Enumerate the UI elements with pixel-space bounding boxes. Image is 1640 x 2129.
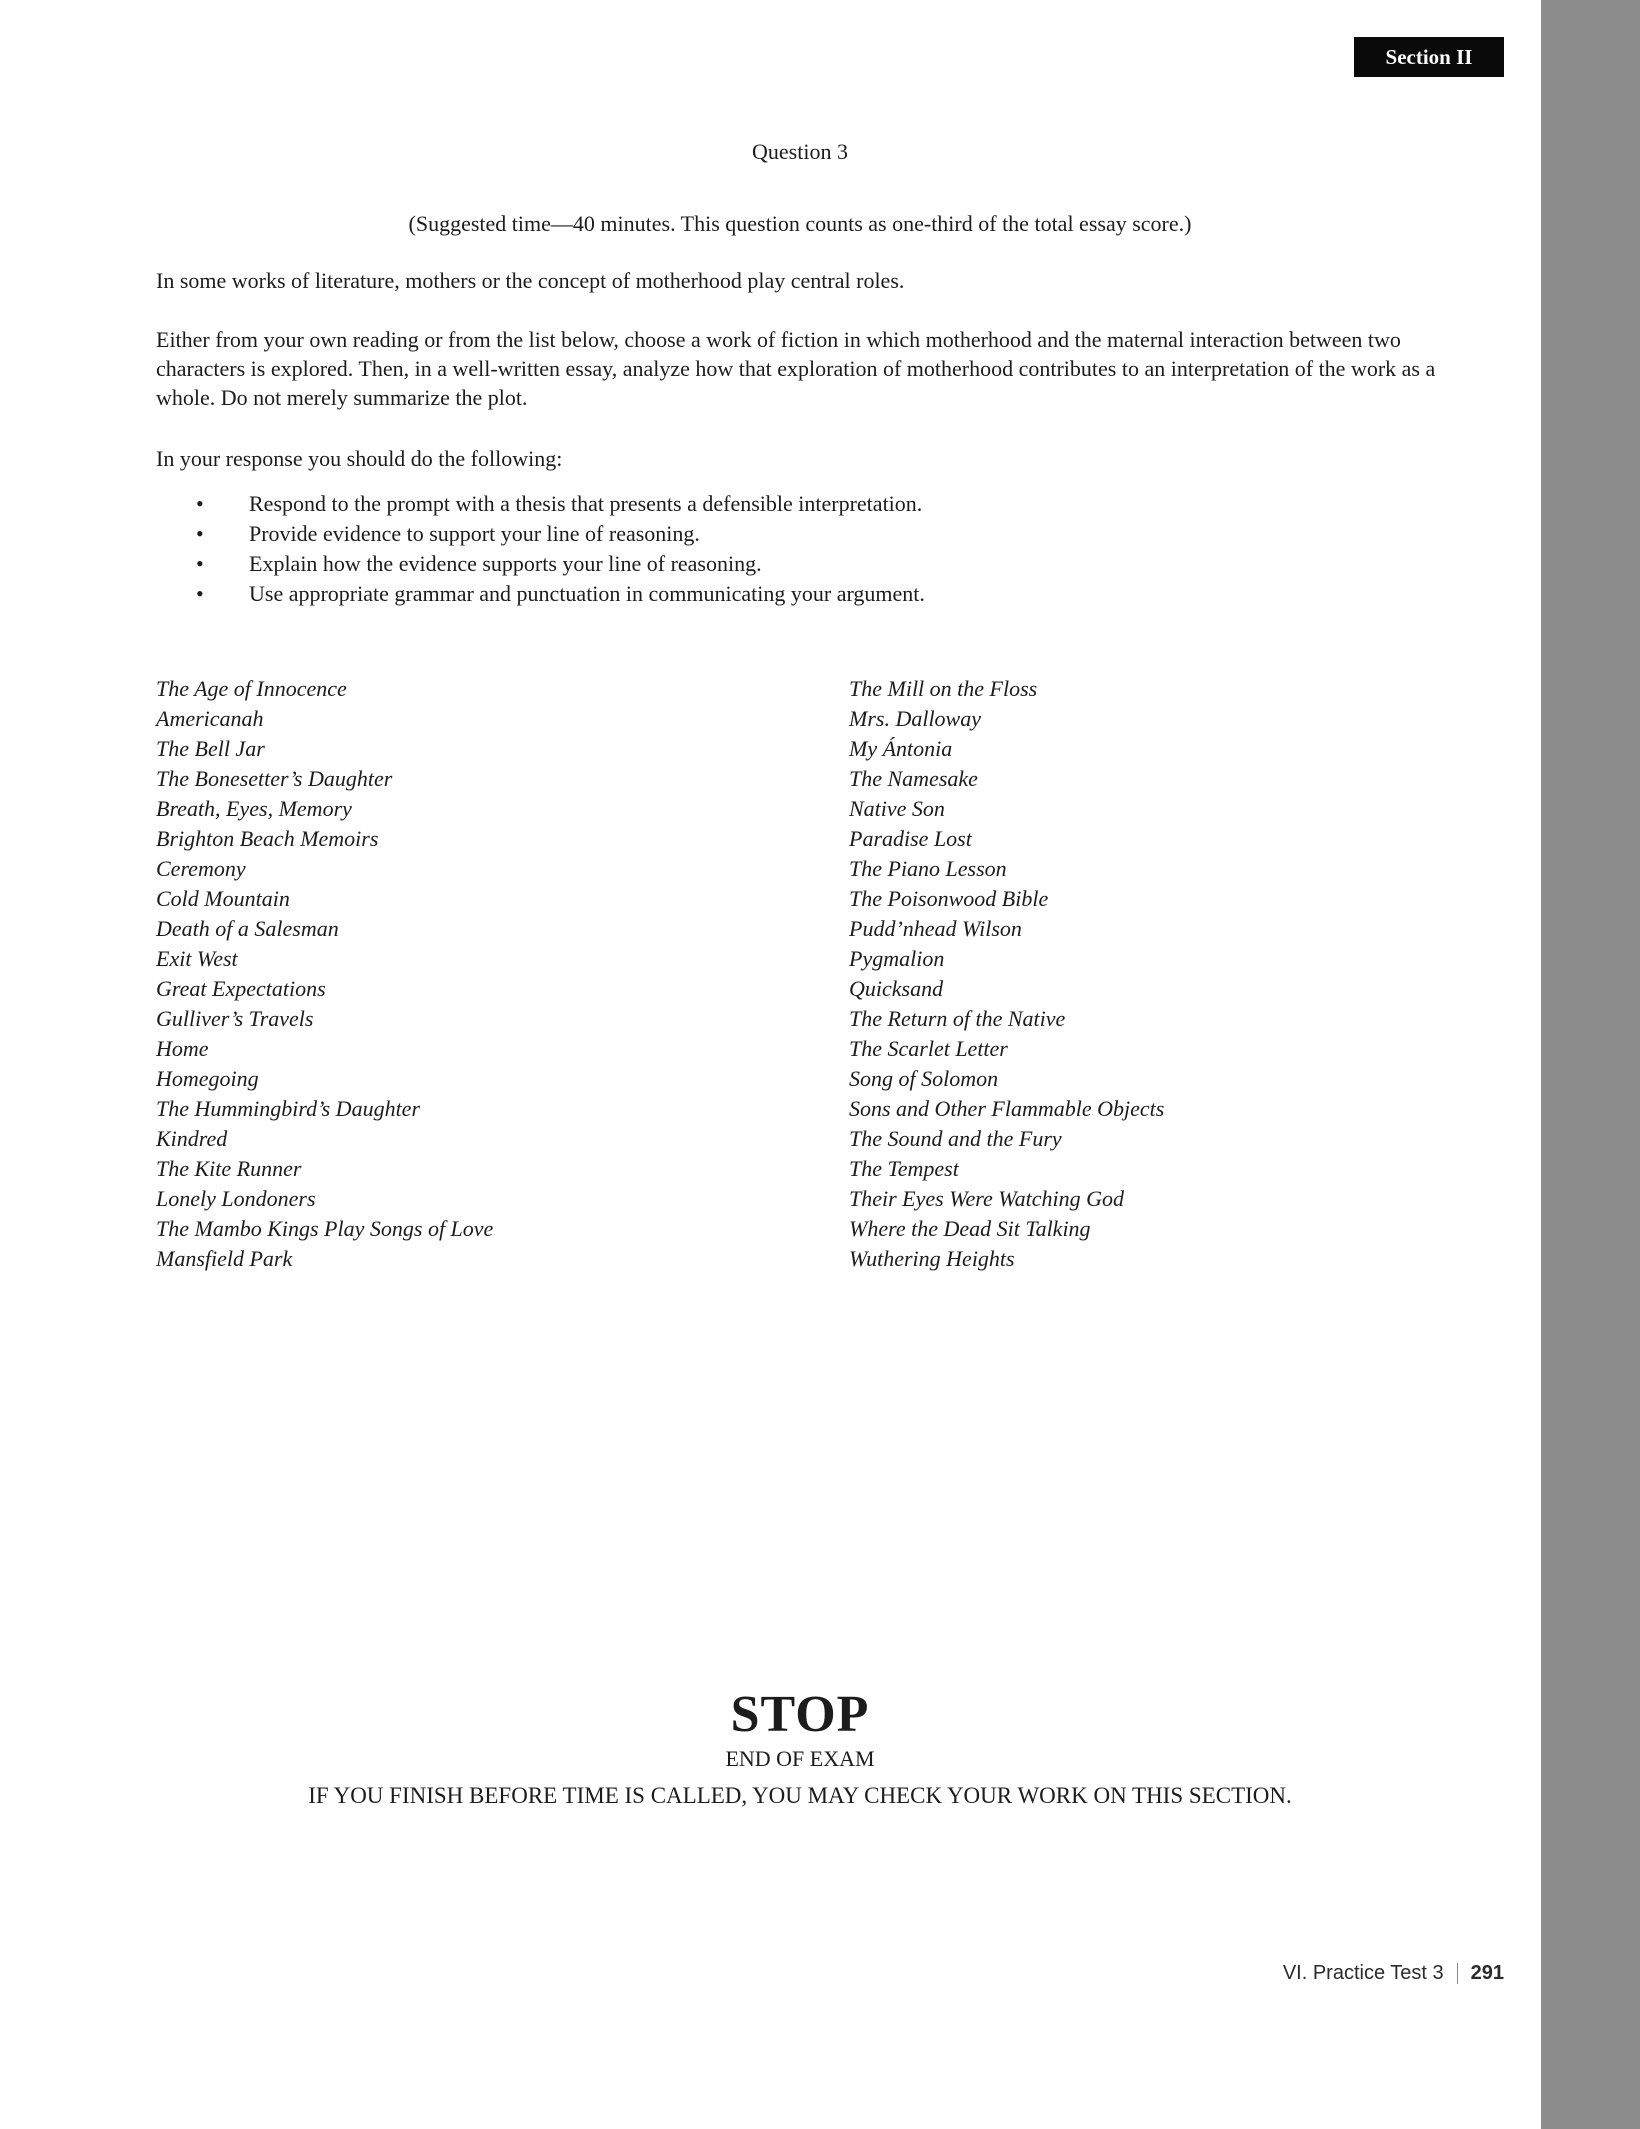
book-list-column-left xyxy=(156,674,849,1274)
book-title: The Bonesetter’s Daughter xyxy=(156,766,393,791)
book-title: Death of a Salesman xyxy=(156,916,339,941)
book-title: The Hummingbird’s Daughter xyxy=(156,1096,421,1121)
book-title: Quicksand xyxy=(849,976,944,1001)
book-title: The Mambo Kings Play Songs of Love xyxy=(156,1216,494,1241)
book-title: Mrs. Dalloway xyxy=(849,706,981,731)
requirement-item: • Explain how the evidence supports your line of reasoning. xyxy=(156,549,1444,579)
book-list xyxy=(156,674,1444,1274)
book-title: Sons and Other Flammable Objects xyxy=(849,1096,1165,1121)
book-title: The Kite Runner xyxy=(156,1156,302,1181)
book-title: The Age of Innocence xyxy=(156,676,347,701)
book-title: Ceremony xyxy=(156,856,246,881)
book-title: The Poisonwood Bible xyxy=(849,886,1049,911)
book-title: Exit West xyxy=(156,946,238,971)
book-title: Mansfield Park xyxy=(156,1246,293,1271)
book-title: Native Son xyxy=(849,796,945,821)
book-title: The Scarlet Letter xyxy=(849,1036,1008,1061)
requirement-item: • Respond to the prompt with a thesis that presents a defensible interpretation. xyxy=(156,489,1444,519)
page-number: 291 xyxy=(1470,1962,1504,1984)
book-title: Lonely Londoners xyxy=(156,1186,316,1211)
book-title: The Tempest xyxy=(849,1156,959,1181)
book-title: Americanah xyxy=(156,706,264,731)
requirements-list xyxy=(156,489,1444,609)
page-edge-strip xyxy=(1541,0,1640,2129)
page-content xyxy=(156,0,1444,1810)
book-title: Homegoing xyxy=(156,1066,259,1091)
book-title: Brighton Beach Memoirs xyxy=(156,826,379,851)
book-title: Where the Dead Sit Talking xyxy=(849,1216,1091,1241)
book-title: My Ántonia xyxy=(849,736,953,761)
book-title: Kindred xyxy=(156,1126,228,1151)
book-title: The Piano Lesson xyxy=(849,856,1007,881)
book-title: Song of Solomon xyxy=(849,1066,999,1091)
prompt-paragraph-3: In your response you should do the following: xyxy=(156,446,563,471)
book-title: The Sound and the Fury xyxy=(849,1126,1062,1151)
book-title: The Bell Jar xyxy=(156,736,265,761)
section-badge-label: Section II xyxy=(1385,44,1473,69)
question-title: Question 3 xyxy=(752,139,848,164)
footer-section-label: VI. Practice Test 3 xyxy=(1282,1962,1444,1984)
book-title: Wuthering Heights xyxy=(849,1246,1015,1271)
stop-block xyxy=(156,1688,1444,1810)
prompt-paragraph-2: Either from your own reading or from the list below, choose a work of fiction in which motherhood and the maternal interaction between two characters is explored. Then, in a well-written essay, analyze how that exploration of motherhood contributes to an interpretation of the work as a whole. Do not merely summarize the plot. xyxy=(156,327,1436,410)
book-title: Home xyxy=(156,1036,209,1061)
book-title: Paradise Lost xyxy=(849,826,972,851)
book-title: The Return of the Native xyxy=(849,1006,1066,1031)
requirement-item: • Use appropriate grammar and punctuation in communicating your argument. xyxy=(156,579,1444,609)
prompt-paragraph-1: In some works of literature, mothers or the concept of motherhood play central roles. xyxy=(156,268,905,293)
book-title: Cold Mountain xyxy=(156,886,290,911)
book-title: Great Expectations xyxy=(156,976,326,1001)
book-title: Pygmalion xyxy=(849,946,945,971)
page-footer xyxy=(1283,1962,1504,1985)
book-title: Their Eyes Were Watching God xyxy=(849,1186,1124,1211)
book-title: The Mill on the Floss xyxy=(849,676,1038,701)
finish-note: IF YOU FINISH BEFORE TIME IS CALLED, YOU MAY CHECK YOUR WORK ON THIS SECTION. xyxy=(308,1783,1292,1808)
requirement-item: • Provide evidence to support your line of reasoning. xyxy=(156,519,1444,549)
footer-separator xyxy=(1457,1963,1458,1984)
book-title: Breath, Eyes, Memory xyxy=(156,796,352,821)
book-list-column-right xyxy=(849,674,1444,1274)
book-title: Pudd’nhead Wilson xyxy=(849,916,1022,941)
end-of-exam-label: END OF EXAM xyxy=(725,1746,875,1771)
suggested-time-note: (Suggested time—40 minutes. This question counts as one-third of the total essay score.) xyxy=(408,211,1192,236)
book-title: Gulliver’s Travels xyxy=(156,1006,314,1031)
book-title: The Namesake xyxy=(849,766,978,791)
stop-heading: STOP xyxy=(730,1686,870,1743)
